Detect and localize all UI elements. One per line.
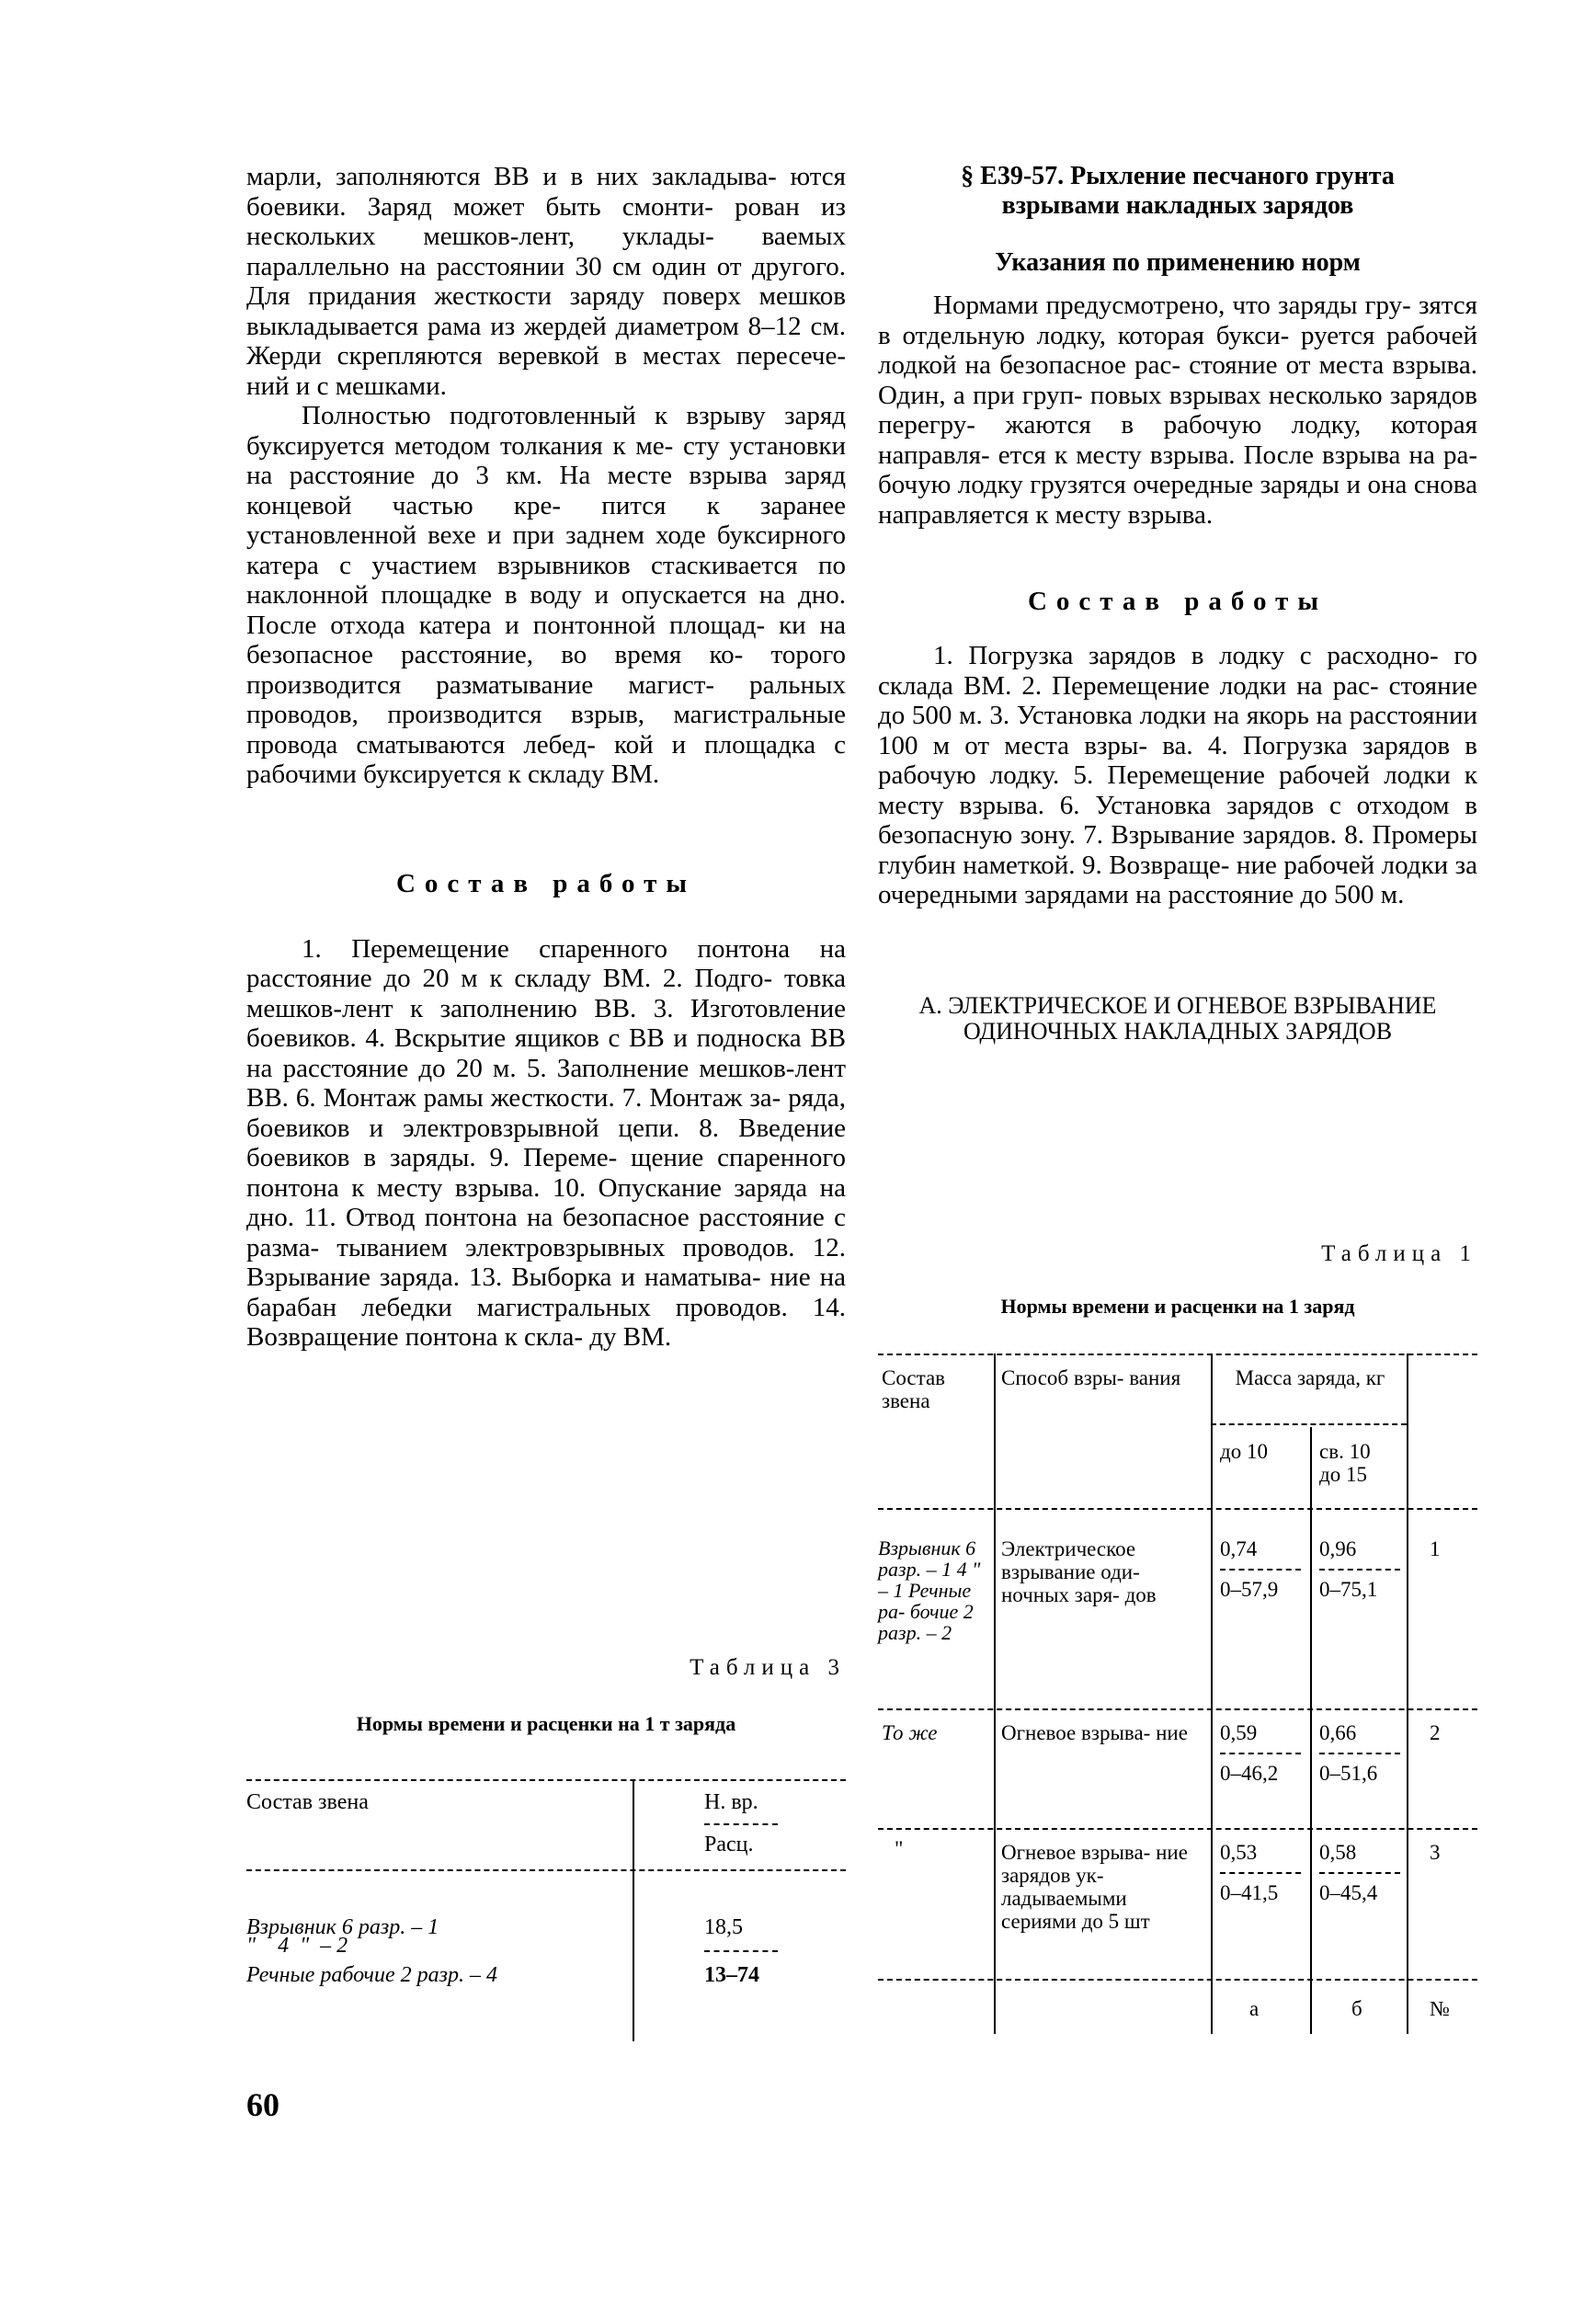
table-1-header-sv10: св. 10 до 15 — [1319, 1440, 1371, 1486]
table-rule — [1220, 1753, 1301, 1754]
table-rule — [1211, 1423, 1407, 1425]
guidelines-text: Нормами предусмотрено, что заряды гру- зятся в отдельную лодку, которая букси- руется рабочей лодкой на безопасное рас- стояние от места взрыва. Один, а при груп- повых взрывах несколько зарядов перегру- жаются в рабочую лодку, которая направля- ется к месту взрыва. После взрыва на ра- бочую лодку грузятся очередные заряды и она снова направляется к месту взрыва. — [878, 291, 1477, 530]
table-1-header-sposob: Способ взры- вания — [1001, 1366, 1181, 1389]
table-1-header-massa: Масса заряда, кг — [1235, 1366, 1385, 1389]
table-1-row-3-a-norm: 0,53 — [1220, 1841, 1258, 1864]
table-1-row-1-b-norm: 0,96 — [1319, 1537, 1357, 1560]
table-3-row-line: " 4 " – 2 — [246, 1934, 348, 1958]
table-1-row-1-number: 1 — [1430, 1537, 1441, 1560]
table-rule — [878, 1979, 1477, 1981]
table-1-row-2-number: 2 — [1430, 1721, 1441, 1744]
work-composition-heading-right: Состав работы — [1027, 587, 1328, 616]
table-3-header-rasc: Расц. — [704, 1833, 754, 1856]
work-composition-heading-left: Состав работы — [395, 868, 697, 898]
table-1-row-1-a-norm: 0,74 — [1220, 1537, 1258, 1560]
table-1-row-2-a-norm: 0,59 — [1220, 1721, 1258, 1744]
table-rule — [1319, 1753, 1400, 1754]
table-column-divider — [1310, 1427, 1312, 2034]
table-column-divider — [994, 1354, 996, 2034]
table-1-row-2-sostav: То же — [882, 1721, 938, 1744]
table-1-row-1-sposob: Электрическое взрывание оди- ночных заря- дов — [1001, 1537, 1157, 1606]
table-column-divider — [1211, 1354, 1213, 2034]
table-1-header-do10: до 10 — [1220, 1440, 1268, 1463]
table-3-row-line: Речные рабочие 2 разр. – 4 — [246, 1963, 497, 1987]
subsection-title: А. ЭЛЕКТРИЧЕСКОЕ И ОГНЕВОЕ ВЗРЫВАНИЕ ОДИНОЧНЫХ НАКЛАДНЫХ ЗАРЯДОВ — [918, 991, 1437, 1045]
section-title: § Е39-57. Рыхление песчаного грунта взрывами накладных зарядов — [961, 162, 1395, 220]
table-3-label: Таблица 3 — [690, 1655, 846, 1680]
table-rule — [1319, 1569, 1400, 1571]
table-rule — [704, 1950, 778, 1952]
table-3-row-line: Взрывник 6 разр. – 1 — [246, 1915, 439, 1939]
table-1-row-2-sposob: Огневое взрыва- ние — [1001, 1721, 1188, 1744]
table-rule — [878, 1508, 1477, 1510]
work-composition-text-left: 1. Перемещение спаренного понтона на расстояние до 20 м к складу ВМ. 2. Подго- товка мешков-лент к заполнению ВВ. 3. Изготовление боевиков. 4. Вскрытие ящиков с ВВ и подноска ВВ на расстояние до 20 м. 5. Заполнение мешков-лент ВВ. 6. Монтаж рамы жесткости. 7. Монтаж за- ряда, боевиков и электровзрывной цепи. 8. Введение боевиков в заряды. 9. Переме- щение спаренного понтона к месту взрыва. 10. Опускание заряда на дно. 11. Отвод понтона на безопасное расстояние с разма- тыванием электровзрывных проводов. 12. Взрывание заряда. 13. Выборка и наматыва- ние на барабан лебедки магистральных проводов. 14. Возвращение понтона к скла- ду ВМ. — [246, 933, 846, 1352]
table-3-header-sostav: Состав звена — [246, 1790, 369, 1814]
table-1-row-2-a-price: 0–46,2 — [1220, 1762, 1279, 1785]
table-1-footer-b: б — [1351, 1997, 1362, 2020]
left-column — [246, 162, 846, 1353]
table-rule — [1319, 1872, 1400, 1874]
paragraph-towing: Полностью подготовленный к взрыву заряд буксируется методом толкания к ме- сту установки на расстояние до 3 км. На месте взрыва заряд концевой частью кре- пится к заранее установленной вехе и при заднем ходе буксирного катера с участием взрывников стаскивается по наклонной площадке в воду и опускается на дно. После отхода катера и понтонной площад- ки на безопасное расстояние, во время ко- торого производится разматывание магист- ральных проводов, производится взрыв, магистральные провода сматываются лебед- кой и площадка с рабочими буксируется к складу ВМ. — [246, 401, 846, 789]
table-1-row-2-b-price: 0–51,6 — [1319, 1762, 1378, 1785]
table-1-row-3-sostav: " — [895, 1837, 904, 1860]
table-rule — [878, 1828, 1477, 1830]
table-column-divider — [1407, 1354, 1408, 2034]
table-3-header-nvr: Н. вр. — [704, 1790, 758, 1814]
table-column-divider — [633, 1779, 634, 2041]
table-3 — [246, 1779, 846, 2041]
table-rule — [1220, 1872, 1301, 1874]
table-1-row-3-b-price: 0–45,4 — [1319, 1881, 1378, 1904]
work-composition-text-right: 1. Погрузка зарядов в лодку с расходно- го склада ВМ. 2. Перемещение лодки на рас- стояние до 500 м. 3. Установка лодки на якорь на расстоянии 100 м от места взры- ва. 4. Погрузка зарядов в рабочую лодку. 5. Перемещение рабочей лодки к месту взрыва. 6. Установка зарядов с отходом в безопасную зону. 7. Взрывание зарядов. 8. Промеры глубин наметкой. 9. Возвраще- ние рабочей лодки за очередными зарядами на расстояние до 500 м. — [878, 641, 1477, 909]
table-rule — [878, 1708, 1477, 1710]
table-rule — [246, 1779, 846, 1781]
table-rule — [246, 1869, 846, 1871]
table-1-row-3-b-norm: 0,58 — [1319, 1841, 1357, 1864]
table-1-row-1-sostav: Взрывник 6 разр. – 1 4 " – 1 Речные ра- бочие 2 разр. – 2 — [878, 1536, 981, 1644]
table-3-value-nvr: 18,5 — [704, 1915, 743, 1939]
right-column — [878, 162, 1477, 1045]
table-1-footer-number: № — [1430, 1997, 1450, 2020]
table-rule — [878, 1354, 1477, 1355]
table-rule — [1220, 1569, 1301, 1571]
table-1-row-3-a-price: 0–41,5 — [1220, 1881, 1279, 1904]
guidelines-heading: Указания по применению норм — [995, 248, 1361, 277]
table-1-row-3-number: 3 — [1430, 1841, 1441, 1864]
paragraph-intro: марли, заполняются ВВ и в них закладыва- ются боевики. Заряд может быть смонти- рован из нескольких мешков-лент, уклады- ваемых параллельно на расстоянии 30 см один от другого. Для придания жесткости заряду поверх мешков выкладывается рама из жердей диаметром 8–12 см. Жерди скрепляются веревкой в местах пересече- ний и с мешками. — [246, 162, 846, 401]
table-1-row-1-a-price: 0–57,9 — [1220, 1578, 1279, 1601]
table-1-row-3-sposob: Огневое взрыва- ние зарядов ук- ладываемыми сериями до 5 шт — [1001, 1841, 1188, 1933]
table-3-value-rasc: 13–74 — [704, 1963, 759, 1987]
table-1-label: Таблица 1 — [1321, 1241, 1477, 1266]
table-rule — [704, 1823, 778, 1825]
table-1 — [878, 1354, 1477, 2034]
table-1-header-sostav: Состав звена — [882, 1366, 946, 1412]
table-1-caption: Нормы времени и расценки на 1 заряд — [1000, 1295, 1355, 1318]
table-1-row-1-b-price: 0–75,1 — [1319, 1578, 1378, 1601]
table-3-caption: Нормы времени и расценки на 1 т заряда — [356, 1712, 736, 1735]
page-number: 60 — [246, 2086, 279, 2123]
table-1-row-2-b-norm: 0,66 — [1319, 1721, 1357, 1744]
table-1-footer-a: а — [1249, 1997, 1260, 2020]
